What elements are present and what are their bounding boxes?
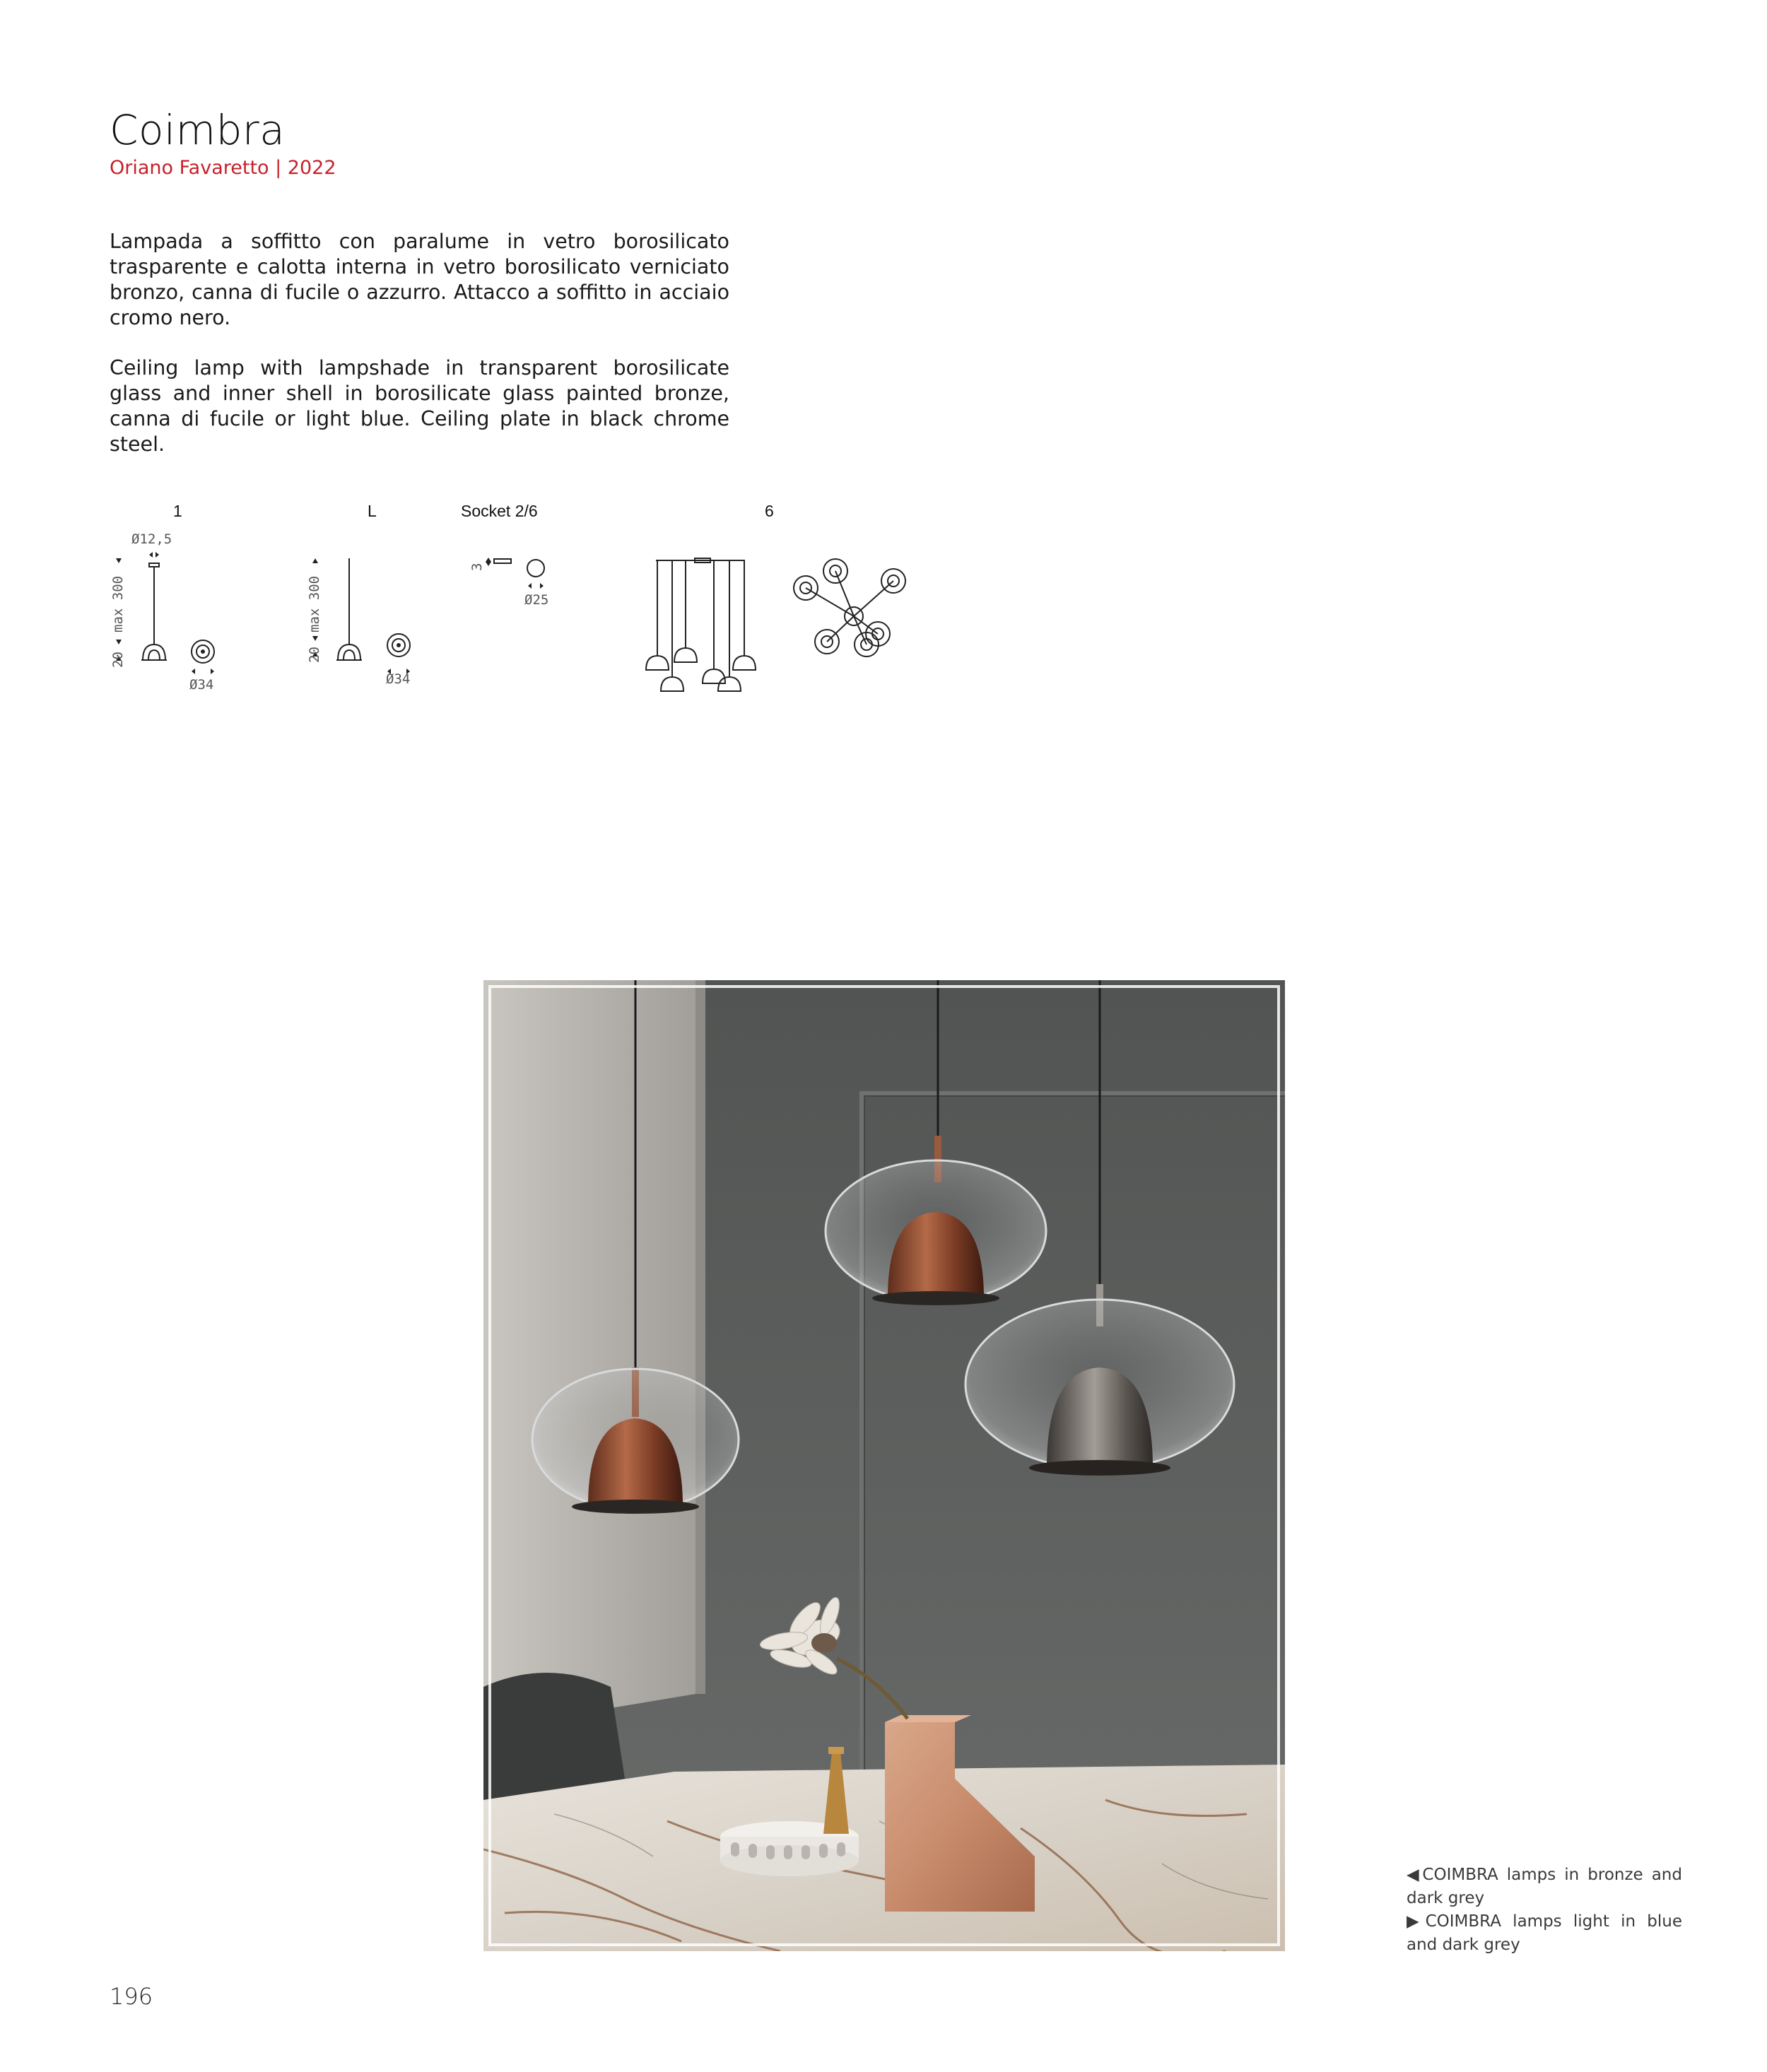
dim-diameter-1: Ø34 <box>189 677 214 693</box>
caption-arrow-left: ◀ <box>1407 1866 1423 1884</box>
drawing-variant-6-side <box>646 558 756 691</box>
drawing-variant-l <box>336 558 410 660</box>
dim-diameter-l: Ø34 <box>386 671 411 687</box>
variant-label-socket: Socket 2/6 <box>461 502 538 520</box>
variant-label-l: L <box>368 502 377 520</box>
page-number: 196 <box>110 1983 153 2010</box>
drawing-variant-1 <box>141 563 214 663</box>
dim-shade-height-1: 20 <box>110 652 126 668</box>
dim-socket-height: 3 <box>469 563 485 571</box>
dim-height-1: max 300 <box>110 575 126 632</box>
description-italian: Lampada a soffitto con paralume in vetro borosilicato trasparente e calotta interna in vetro borosilicato verniciato bronzo, canna di fucile o azzurro. Attacco a soffitto in acciaio cromo nero. <box>110 230 729 329</box>
description-english: Ceiling lamp with lampshade in transparent borosilicate glass and inner shell in borosilicate glass painted bronze, canna di fucile or light blue. Ceiling plate in black chrome steel. <box>110 356 729 456</box>
dim-shade-height-l: 20 <box>307 647 322 663</box>
caption-text-1: COIMBRA lamps in bronze and dark grey <box>1407 1866 1682 1907</box>
caption-bronze <box>1407 1864 1682 1910</box>
dim-canopy-diameter: Ø12,5 <box>131 531 172 547</box>
caption-text-2: COIMBRA lamps light in blue and dark grey <box>1407 1912 1682 1954</box>
dim-height-l: max 300 <box>307 575 322 632</box>
caption-blue <box>1407 1910 1682 1957</box>
designer-year: Oriano Favaretto | 2022 <box>110 157 336 179</box>
variant-label-1: 1 <box>173 502 182 520</box>
variant-label-6: 6 <box>765 502 774 520</box>
dim-socket-diameter: Ø25 <box>524 592 549 608</box>
product-photo <box>483 980 1285 1951</box>
product-title: Coimbra <box>110 106 286 154</box>
caption-arrow-right: ▶ <box>1407 1912 1426 1931</box>
drawing-variant-6-top <box>794 559 905 657</box>
drawing-socket <box>494 559 544 577</box>
technical-drawings <box>0 0 1767 742</box>
